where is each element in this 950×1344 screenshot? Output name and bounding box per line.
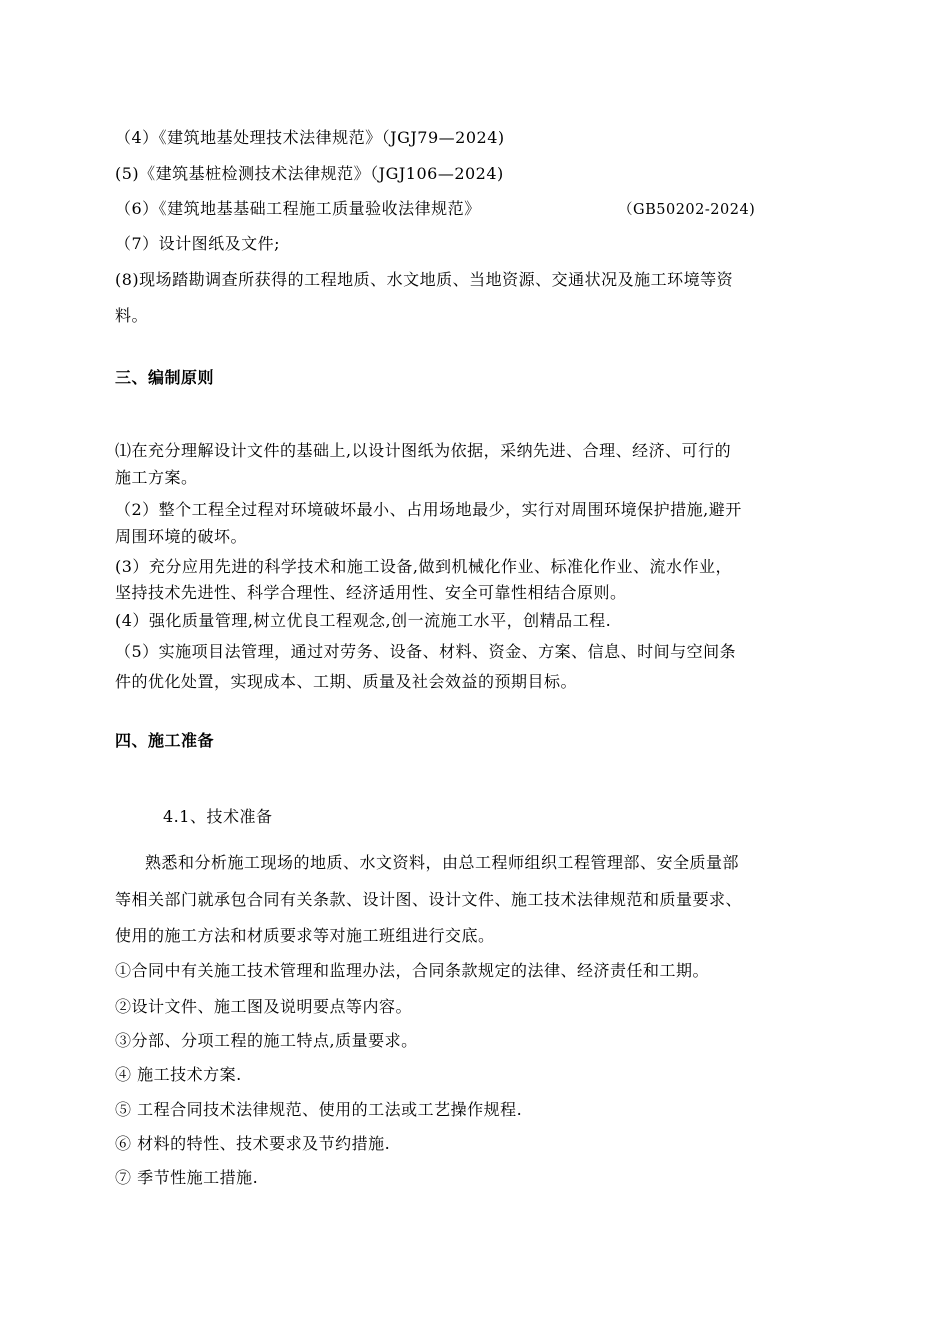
paragraph-line: 熟悉和分析施工现场的地质、水文资料，由总工程师组织工程管理部、安全质量部 <box>145 853 740 872</box>
reference-item-5: (5)《建筑基桩检测技术法律规范》（JGJ106—2024) <box>115 164 504 183</box>
section-3-heading: 三、编制原则 <box>115 368 215 387</box>
principle-line: 施工方案。 <box>115 468 198 487</box>
principle-line: （2）整个工程全过程对环境破坏最小、占用场地最少，实行对周围环境保护措施,避开 <box>115 500 742 519</box>
section-4-heading: 四、施工准备 <box>115 731 215 750</box>
list-item: ②设计文件、施工图及说明要点等内容。 <box>115 997 413 1016</box>
paragraph-line: 使用的施工方法和材质要求等对施工班组进行交底。 <box>115 926 495 945</box>
principle-line: (3）充分应用先进的科学技术和施工设备,做到机械化作业、标准化作业、流水作业， <box>115 557 733 576</box>
list-item: ⑤ 工程合同技术法律规范、使用的工法或工艺操作规程. <box>115 1100 523 1119</box>
paragraph-line: 等相关部门就承包合同有关条款、设计图、设计文件、施工技术法律规范和质量要求、 <box>115 890 743 909</box>
principle-line: （5）实施项目法管理，通过对劳务、设备、材料、资金、方案、信息、时间与空间条 <box>115 642 737 661</box>
reference-item-6-code: （GB50202-2024) <box>618 202 756 218</box>
list-item: ④ 施工技术方案. <box>115 1065 242 1084</box>
reference-item-8-line-2: 料。 <box>115 306 149 325</box>
list-item: ⑦ 季节性施工措施. <box>115 1168 259 1187</box>
principle-line: (4）强化质量管理,树立优良工程观念,创一流施工水平，创精品工程. <box>115 611 612 630</box>
list-item: ①合同中有关施工技术管理和监理办法，合同条款规定的法律、经济责任和工期。 <box>115 961 710 980</box>
reference-item-8-line-1: (8)现场踏勘调查所获得的工程地质、水文地质、当地资源、交通状况及施工环境等资 <box>115 270 734 289</box>
subsection-4-1-heading: 4.1、技术准备 <box>163 807 273 826</box>
principle-line: 周围环境的破坏。 <box>115 527 248 546</box>
principle-line: 件的优化处置，实现成本、工期、质量及社会效益的预期目标。 <box>115 672 578 691</box>
list-item: ③分部、分项工程的施工特点,质量要求。 <box>115 1031 418 1050</box>
list-item: ⑥ 材料的特性、技术要求及节约措施. <box>115 1134 391 1153</box>
reference-item-4: （4）《建筑地基处理技术法律规范》（JGJ79—2024) <box>115 128 505 147</box>
reference-item-6: （6）《建筑地基基础工程施工质量验收法律规范》 <box>115 199 481 218</box>
principle-line: ⑴在充分理解设计文件的基础上,以设计图纸为依据，采纳先进、合理、经济、可行的 <box>115 441 732 460</box>
reference-item-7: （7）设计图纸及文件; <box>115 234 281 253</box>
principle-line: 坚持技术先进性、科学合理性、经济适用性、安全可靠性相结合原则。 <box>115 583 627 602</box>
